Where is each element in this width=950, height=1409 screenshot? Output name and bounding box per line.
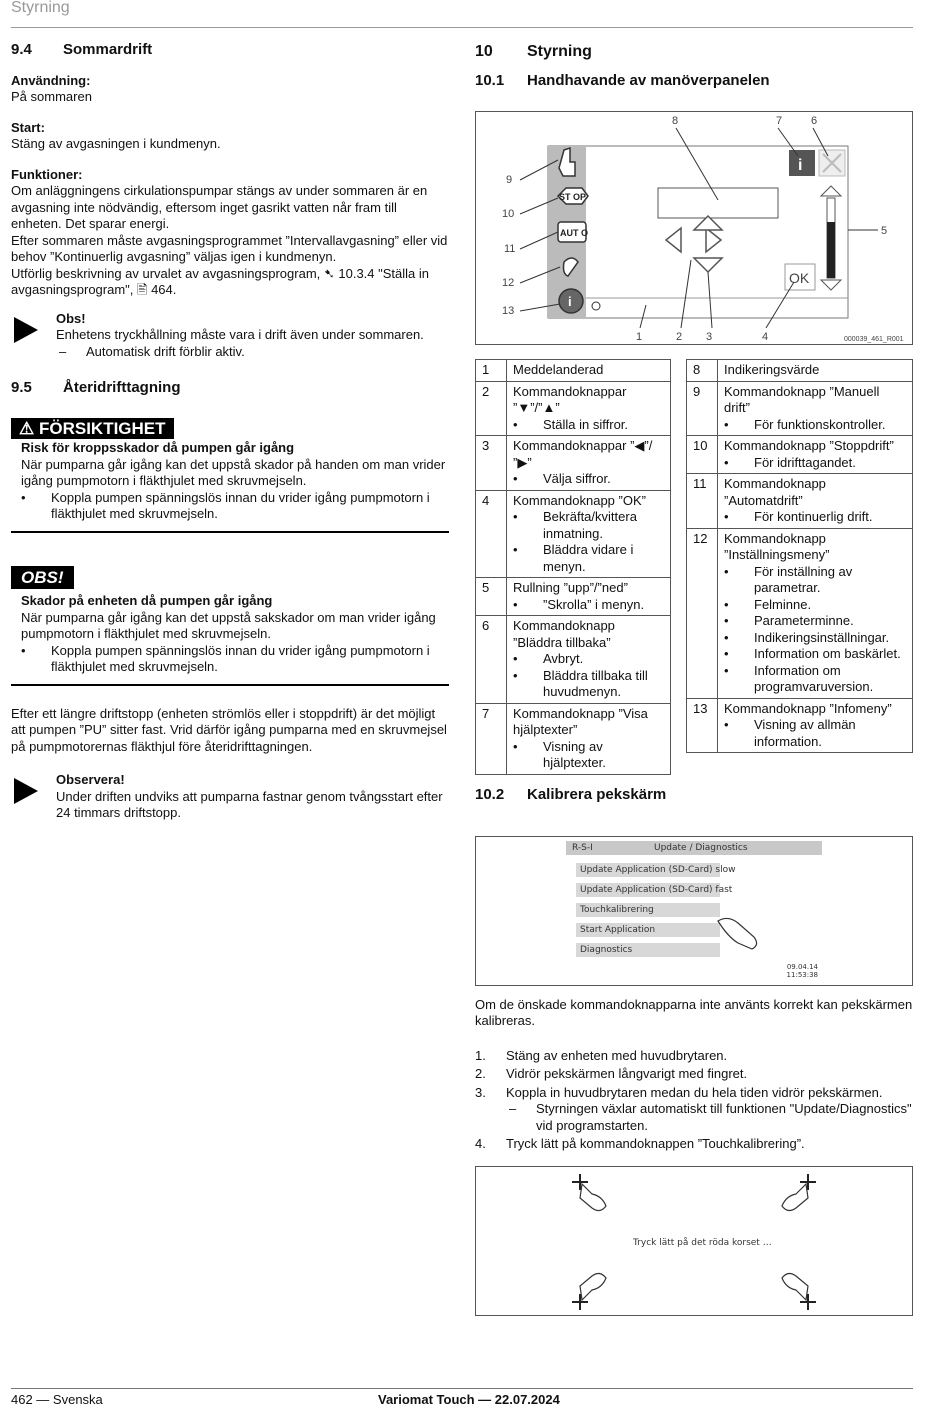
caution-banner: ⚠ FÖRSIKTIGHET	[11, 418, 174, 440]
legend-title: Kommandoknapp ”Automatdrift”	[724, 476, 826, 508]
legend-description	[507, 578, 671, 616]
legend-description	[507, 616, 671, 704]
footer-title: Variomat Touch — 22.07.2024	[378, 1392, 560, 1407]
label-11: 11	[504, 243, 516, 255]
legend-title: Kommandoknapp ”Manuell drift”	[724, 383, 880, 415]
label-2: 2	[676, 331, 683, 343]
obs-banner: OBS!	[11, 566, 74, 590]
legend-title: Rullning ”upp”/”ned”	[513, 580, 628, 595]
legend-bullet: • För inställning av parametrar.	[724, 564, 908, 597]
legend-description	[718, 381, 913, 436]
label-13: 13	[502, 305, 515, 317]
legend-key: 10	[687, 436, 718, 474]
legend-description	[718, 436, 913, 474]
legend-title: Indikeringsvärde	[724, 362, 820, 377]
functions-p2: Efter sommaren måste avgasningsprogrammet ”Intervallavgasning” eller vid behov ”Kontinuerlig avgasning” väljas igen i kundmenyn.	[11, 232, 448, 264]
legend-title: Kommandoknappar ”▼”/”▲”	[513, 383, 627, 415]
legend-description	[507, 703, 671, 774]
obs-box	[11, 566, 449, 686]
legend-row	[687, 474, 913, 529]
legend-row	[687, 698, 913, 753]
legend-bullet: • ”Skrolla” i menyn.	[513, 597, 666, 614]
screen-titlebar	[566, 841, 822, 855]
menu-item[interactable]: Update Application (SD-Card) slow	[576, 863, 720, 877]
legend-description	[507, 436, 671, 491]
legend-row	[687, 381, 913, 436]
legend-bullet: • Indikeringsinställningar.	[724, 630, 908, 647]
menu-item[interactable]: Touchkalibrering	[576, 903, 720, 917]
functions-label: Funktioner:	[11, 166, 83, 182]
legend-row	[687, 528, 913, 698]
legend-bullet: • Felminne.	[724, 597, 908, 614]
label-8: 8	[672, 115, 679, 127]
start-text: Stäng av avgasningen i kundmenyn.	[11, 136, 221, 151]
right-column	[475, 40, 913, 1316]
caution-title: Risk för kroppsskador då pumpen går igång	[21, 440, 295, 455]
legend-bullet: • Information om programvaruversion.	[724, 663, 908, 696]
note-observe	[11, 772, 449, 822]
legend-row	[476, 578, 671, 616]
steps-list	[475, 1048, 913, 1153]
legend-bullet: • Bläddra tillbaka till huvudmenyn.	[513, 668, 666, 701]
label-12: 12	[502, 277, 515, 289]
menu-item[interactable]: Start Application	[576, 923, 720, 937]
obs-bullet: • Koppla pumpen spänningslös innan du vrider igång pumpmotorn i fläkthjulet med skruvmejseln.	[21, 643, 449, 676]
legend-table-left	[475, 359, 671, 775]
start-label: Start:	[11, 119, 45, 135]
caution-box	[11, 418, 449, 533]
legend-row	[687, 360, 913, 382]
stop-button-text: ST OP	[559, 192, 587, 202]
legend-bullet: • Information om baskärlet.	[724, 646, 908, 663]
legend-bullet: • Avbryt.	[513, 651, 666, 668]
caution-text: När pumparna går igång kan det uppstå skador på handen om man vrider igång pumpmotorn i fläkthjulet med skruvmejseln.	[21, 456, 446, 488]
legend-bullet: • Välja siffror.	[513, 471, 666, 488]
menu-item[interactable]: Diagnostics	[576, 943, 720, 957]
screen-date: 09.04.14	[786, 962, 818, 971]
auto-button-text: AUT O	[560, 228, 588, 238]
legend-row	[476, 616, 671, 704]
section-9-4-heading: 9.4 Sommardrift	[11, 41, 153, 58]
legend-description	[718, 360, 913, 382]
legend-key: 9	[687, 381, 718, 436]
note-text: Enhetens tryckhållning måste vara i drift även under sommaren.	[56, 327, 424, 342]
legend-bullet: • För idrifttagandet.	[724, 455, 908, 472]
update-diagnostics-screenshot	[475, 836, 913, 986]
legend-bullet: • För kontinuerlig drift.	[724, 509, 908, 526]
figure-code: 000039_461_R001	[844, 336, 904, 343]
functions-p3: Utförlig beskrivning av urvalet av avgasningsprogram, ➷ 10.3.4 "Ställa in avgasningsprogram", 🖹 464.	[11, 265, 429, 297]
calibrate-intro: Om de önskade kommandoknapparna inte använts korrekt kan pekskärmen kalibreras.	[475, 996, 913, 1028]
legend-title: Kommandoknapp ”Visa hjälptexter”	[513, 705, 648, 737]
legend-key: 8	[687, 360, 718, 382]
legend-bullet: • Bekräfta/kvittera inmatning.	[513, 509, 666, 542]
legend-key: 4	[476, 490, 507, 578]
legend-title: Kommandoknapp ”Bläddra tillbaka”	[513, 618, 615, 650]
note-dash-item: – Automatisk drift förblir aktiv.	[56, 344, 449, 361]
legend-row	[476, 703, 671, 774]
footer-rule	[11, 1388, 913, 1389]
menu-item[interactable]: Update Application (SD-Card) fast	[576, 883, 720, 897]
legend-bullet: • Ställa in siffror.	[513, 417, 666, 434]
step-1: 1. Stäng av enheten med huvudbrytaren.	[475, 1047, 728, 1063]
section-10-2-heading: 10.2 Kalibrera pekskärm	[475, 786, 667, 803]
label-6: 6	[811, 115, 818, 127]
legend-title: Meddelanderad	[513, 362, 604, 377]
note-arrow-icon	[14, 317, 38, 343]
control-panel-diagram	[475, 111, 913, 345]
legend-key: 13	[687, 698, 718, 753]
legend-title: Kommandoknapp ”OK”	[513, 492, 646, 508]
warning-triangle-icon: ⚠	[19, 418, 39, 438]
calibration-text: Tryck lätt på det röda korset …	[633, 1237, 772, 1248]
note-text: Under driften undviks att pumparna fastnar genom tvångsstart efter 24 timmars driftstopp.	[56, 788, 443, 820]
section-9-5-heading: 9.5 Återidrifttagning	[11, 379, 181, 396]
legend-key: 5	[476, 578, 507, 616]
legend-description	[718, 474, 913, 529]
ok-button-text: OK	[789, 270, 810, 286]
calibration-svg	[476, 1167, 912, 1315]
legend-key: 3	[476, 436, 507, 491]
legend-title: Kommandoknapp ”Inställningsmeny”	[724, 530, 830, 562]
footer-page: 462 — Svenska	[11, 1392, 103, 1407]
step-4: 4. Tryck lätt på kommandoknappen ”Touchkalibrering”.	[475, 1136, 805, 1151]
legend-description	[718, 698, 913, 753]
label-4: 4	[762, 331, 769, 343]
functions-p1: Om anläggningens cirkulationspumpar stängs av under sommaren är en avgasning inte nödvändig, eftersom inget gasrikt vatten når fram till enheten. Det sparar energi.	[11, 183, 428, 231]
legend-key: 1	[476, 360, 507, 382]
legend-title: Kommandoknappar ”◀”/ ”▶”	[513, 438, 653, 470]
legend-row	[476, 360, 671, 382]
label-3: 3	[706, 331, 713, 343]
legend-bullet: • Visning av allmän information.	[724, 717, 908, 750]
label-10: 10	[502, 208, 515, 220]
legend-key: 11	[687, 474, 718, 529]
legend-key: 6	[476, 616, 507, 704]
after-stop-paragraph: Efter ett längre driftstopp (enheten strömlös eller i stoppdrift) är det möjligt att pumpen ”PU” sitter fast. Vrid därför igång pumparna med en skruvmejsel på pumpmotorernas fläkthjul före återidrifttagningen.	[11, 705, 447, 754]
legend-row	[687, 436, 913, 474]
legend-tables	[475, 359, 913, 789]
usage-label: Användning:	[11, 72, 91, 88]
legend-description	[718, 528, 913, 698]
legend-bullet: • För funktionskontroller.	[724, 417, 908, 434]
calibration-screenshot	[475, 1166, 913, 1316]
usage-text: På sommaren	[11, 89, 92, 104]
svg-text:i: i	[568, 294, 572, 309]
step-3: 3. Koppla in huvudbrytaren medan du hela tiden vidrör pekskärmen.	[475, 1084, 883, 1100]
legend-key: 7	[476, 703, 507, 774]
legend-row	[476, 381, 671, 436]
obs-title: Skador på enheten då pumpen går igång	[21, 593, 273, 608]
screen-title: Update / Diagnostics	[654, 842, 748, 853]
label-5: 5	[881, 225, 888, 237]
step-2: 2. Vidrör pekskärmen långvarigt med fingret.	[475, 1066, 748, 1081]
legend-title: Kommandoknapp ”Stoppdrift”	[724, 438, 894, 453]
running-header: Styrning	[11, 0, 70, 16]
caution-bullet: • Koppla pumpen spänningslös innan du vrider igång pumpmotorn i fläkthjulet med skruvmejseln.	[21, 490, 449, 523]
legend-key: 12	[687, 528, 718, 698]
legend-title: Kommandoknapp ”Infomeny”	[724, 700, 892, 716]
svg-text:i: i	[798, 157, 803, 174]
note-summer	[11, 311, 449, 361]
legend-description	[507, 360, 671, 382]
note-title: Observera!	[56, 772, 125, 787]
label-1: 1	[636, 331, 643, 343]
label-9: 9	[506, 174, 513, 186]
legend-row	[476, 490, 671, 578]
legend-key: 2	[476, 381, 507, 436]
section-10-1-heading: 10.1 Handhavande av manöverpanelen	[475, 71, 770, 89]
header-rule	[11, 27, 913, 28]
label-7: 7	[776, 115, 783, 127]
screen-time: 11:53:38	[786, 970, 818, 979]
note-arrow-icon	[14, 778, 38, 804]
obs-text: När pumparna går igång kan det uppstå sakskador om man vrider igång pumpmotorn i fläkthjulet med skruvmejseln.	[21, 609, 436, 641]
legend-bullet: • Visning av hjälptexter.	[513, 739, 666, 772]
left-column	[11, 40, 449, 822]
pointing-hand-icon	[716, 911, 766, 951]
legend-description	[507, 490, 671, 578]
legend-bullet: • Parameterminne.	[724, 613, 908, 630]
chapter-10-heading: 10 Styrning	[475, 43, 592, 60]
control-panel-svg	[476, 112, 912, 344]
legend-bullet: • Bläddra vidare i menyn.	[513, 542, 666, 575]
legend-description	[507, 381, 671, 436]
note-title: Obs!	[56, 310, 86, 326]
step-3-dash: – Styrningen växlar automatiskt till funktionen "Update/Diagnostics" vid programstarten.	[506, 1101, 913, 1134]
legend-table-right	[686, 359, 913, 753]
legend-row	[476, 436, 671, 491]
brand-text: R-S-I	[572, 842, 593, 853]
